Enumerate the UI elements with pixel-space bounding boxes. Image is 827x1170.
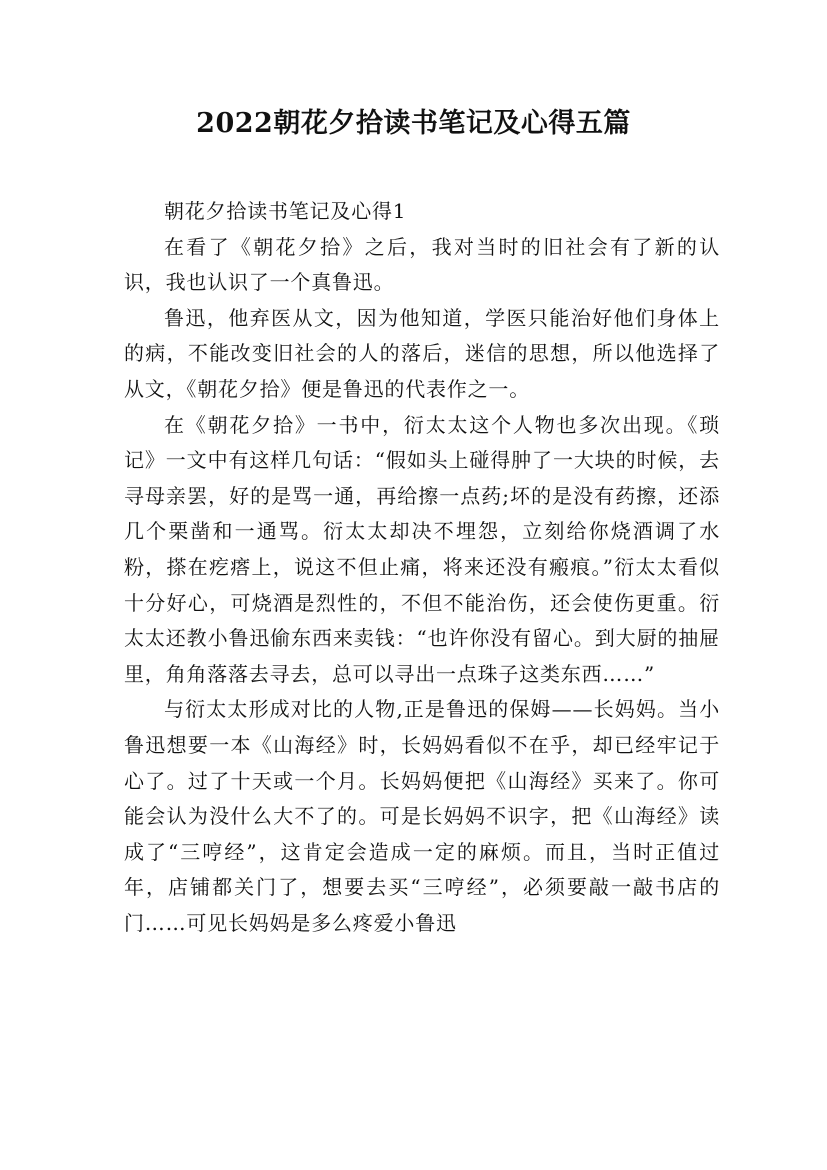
paragraph: 与衍太太形成对比的人物,正是鲁迅的保姆——长妈妈。当小鲁迅想要一本《山海经》时，长妈妈看似不在乎，却已经牢记于心了。过了十天或一个月。长妈妈便把《山海经》买来了。你可能会认为没什么大不了的。可是长妈妈不识字，把《山海经》读成了“三哼经”，这肯定会造成一定的麻烦。而且，当时正值过年，店铺都关门了，想要去买“三哼经”，必须要敲一敲书店的门……可见长妈妈是多么疼爱小鲁迅 bbox=[124, 697, 720, 935]
paragraph: 在《朝花夕拾》一书中，衍太太这个人物也多次出现。《琐记》一文中有这样几句话：“假如头上碰得肿了一大块的时候，去寻母亲罢，好的是骂一通，再给擦一点药;坏的是没有药擦，还添几个栗凿和一通骂。衍太太却决不埋怨，立刻给你烧酒调了水粉，搽在疙瘩上，说这不但止痛，将来还没有瘢痕。”衍太太看似十分好心，可烧酒是烈性的，不但不能治伤，还会使伤更重。衍太太还教小鲁迅偷东西来卖钱：“也许你没有留心。到大厨的抽屉里，角角落落去寻去，总可以寻出一点珠子这类东西……” bbox=[124, 412, 720, 686]
paragraph: 鲁迅，他弃医从文，因为他知道，学医只能治好他们身体上的病，不能改变旧社会的人的落后，迷信的思想，所以他选择了从文，《朝花夕拾》便是鲁迅的代表作之一。 bbox=[124, 305, 720, 401]
section-heading: 朝花夕拾读书笔记及心得1 bbox=[164, 199, 407, 223]
paragraph: 在看了《朝花夕拾》之后，我对当时的旧社会有了新的认识，我也认识了一个真鲁迅。 bbox=[124, 234, 720, 295]
document-title: 2022朝花夕拾读书笔记及心得五篇 bbox=[196, 108, 631, 139]
document-body bbox=[124, 194, 720, 941]
